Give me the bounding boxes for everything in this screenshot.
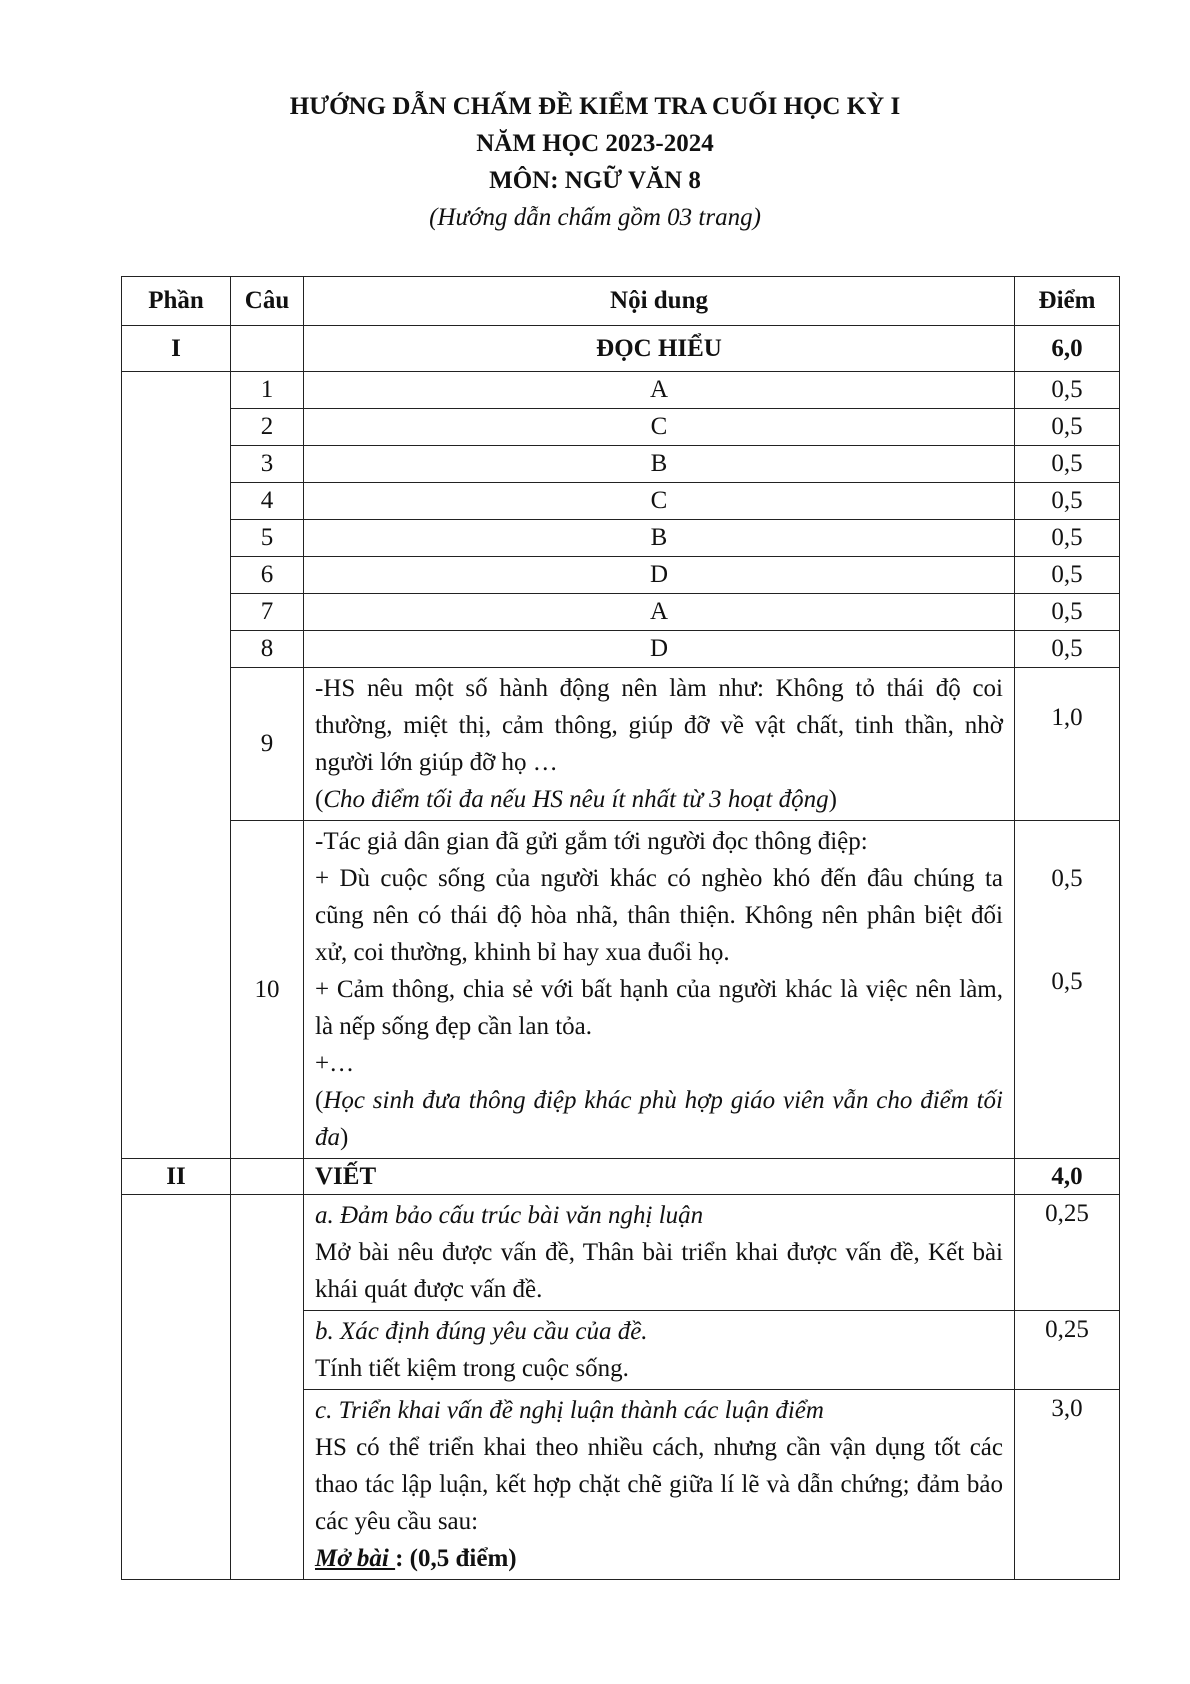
wa-text: Mở bài nêu được vấn đề, Thân bài triển khai được vấn đề, Kết bài khái quát được vấn đề.	[315, 1239, 1003, 1303]
wc-title: c. Triển khai vấn đề nghị luận thành các luận điểm	[315, 1397, 824, 1424]
section-title: ĐỌC HIỂU	[304, 326, 1015, 372]
q10-point-3: +…	[315, 1050, 355, 1077]
question-number: 6	[231, 557, 304, 594]
grading-table	[121, 276, 1120, 1580]
section-score: 4,0	[1015, 1159, 1120, 1195]
q10-note-text: Học sinh đưa thông điệp khác phù hợp giáo viên vẫn cho điểm tối đa	[315, 1087, 1003, 1151]
section-part: II	[122, 1159, 231, 1195]
score: 0,5	[1015, 594, 1120, 631]
answer: C	[304, 409, 1015, 446]
q10-score-1: 0,5	[1051, 865, 1083, 892]
answer: C	[304, 483, 1015, 520]
wa-content	[304, 1195, 1015, 1311]
score: 0,25	[1015, 1311, 1120, 1390]
col-header-part: Phần	[122, 277, 231, 326]
q10-score-2: 0,5	[1051, 968, 1083, 995]
mo-bai-label: Mở bài	[315, 1545, 396, 1572]
question-number: 5	[231, 520, 304, 557]
q9-score: 1,0	[1051, 704, 1083, 731]
answer: A	[304, 372, 1015, 409]
section-row-reading	[122, 326, 1120, 372]
section-score: 6,0	[1015, 326, 1120, 372]
paren-close: )	[828, 786, 837, 813]
table-row-q10	[122, 821, 1120, 1159]
paren-open: (	[315, 786, 324, 813]
q9-text: -HS nêu một số hành động nên làm như: Không tỏ thái độ coi thường, miệt thị, cảm thông, giúp đỡ về vật chất, tinh thần, nhờ người lớn giúp đỡ họ …	[315, 675, 1003, 776]
part-cell-empty	[122, 1195, 231, 1580]
col-header-score: Điểm	[1015, 277, 1120, 326]
mo-bai-score: : (0,5 điểm)	[395, 1545, 517, 1572]
paren-open: (	[315, 1087, 324, 1114]
q9-content	[304, 668, 1015, 821]
table-row	[122, 594, 1120, 631]
answer: B	[304, 446, 1015, 483]
wc-content	[304, 1390, 1015, 1580]
col-header-question: Câu	[231, 277, 304, 326]
table-header-row	[122, 277, 1120, 326]
section-part: I	[122, 326, 231, 372]
score: 3,0	[1015, 1390, 1120, 1580]
score: 0,5	[1015, 483, 1120, 520]
wb-title: b. Xác định đúng yêu cầu của đề.	[315, 1318, 648, 1345]
table-row-wa	[122, 1195, 1120, 1311]
question-number: 9	[231, 668, 304, 821]
q9-note	[315, 781, 1003, 818]
table-row	[122, 557, 1120, 594]
wa-title: a. Đảm bảo cấu trúc bài văn nghị luận	[315, 1202, 704, 1229]
wb-text: Tính tiết kiệm trong cuộc sống.	[315, 1355, 629, 1382]
table-row	[122, 520, 1120, 557]
score: 0,5	[1015, 557, 1120, 594]
table-row-q9	[122, 668, 1120, 821]
question-number: 7	[231, 594, 304, 631]
school-year: NĂM HỌC 2023-2024	[476, 130, 714, 157]
question-number: 3	[231, 446, 304, 483]
table-row	[122, 446, 1120, 483]
question-number: 8	[231, 631, 304, 668]
mo-bai-line	[315, 1540, 1003, 1577]
q9-note-text: Cho điểm tối đa nếu HS nêu ít nhất từ 3 hoạt động	[323, 786, 829, 813]
table-row	[122, 483, 1120, 520]
score: 0,5	[1015, 520, 1120, 557]
question-number: 4	[231, 483, 304, 520]
section-title: VIẾT	[304, 1159, 1015, 1195]
q10-note	[315, 1082, 1003, 1156]
answer: B	[304, 520, 1015, 557]
wc-text: HS có thể triển khai theo nhiều cách, nhưng cần vận dụng tốt các thao tác lập luận, kết hợp chặt chẽ giữa lí lẽ và dẫn chứng; đảm bảo các yêu cầu sau:	[315, 1434, 1003, 1535]
q10-intro: -Tác giả dân gian đã gửi gắm tới người đọc thông điệp:	[315, 828, 868, 855]
wb-content	[304, 1311, 1015, 1390]
question-number: 2	[231, 409, 304, 446]
q10-point-1: + Dù cuộc sống của người khác có nghèo khó đến đâu chúng ta cũng nên có thái độ hòa nhã, thân thiện. Không nên phân biệt đối xử, coi thường, khinh bỉ hay xua đuổi họ.	[315, 865, 1003, 966]
score: 0,25	[1015, 1195, 1120, 1311]
document-title: HƯỚNG DẪN CHẤM ĐỀ KIỂM TRA CUỐI HỌC KỲ I	[289, 93, 901, 120]
score: 0,5	[1015, 409, 1120, 446]
part-cell-empty	[122, 372, 231, 1159]
paren-close: )	[340, 1124, 349, 1151]
col-header-content: Nội dung	[304, 277, 1015, 326]
score: 0,5	[1015, 446, 1120, 483]
question-number: 1	[231, 372, 304, 409]
section-row-writing	[122, 1159, 1120, 1195]
answer: D	[304, 631, 1015, 668]
score	[1015, 821, 1120, 1159]
subject: MÔN: NGỮ VĂN 8	[489, 167, 701, 194]
table-row	[122, 372, 1120, 409]
document-header	[0, 88, 1190, 236]
q10-point-2: + Cảm thông, chia sẻ với bất hạnh của người khác là việc nên làm, là nếp sống đẹp cần lan tỏa.	[315, 976, 1003, 1040]
answer: A	[304, 594, 1015, 631]
q10-content	[304, 821, 1015, 1159]
answer: D	[304, 557, 1015, 594]
table-row	[122, 631, 1120, 668]
table-row	[122, 409, 1120, 446]
page-count-note: (Hướng dẫn chấm gồm 03 trang)	[429, 204, 761, 231]
score: 0,5	[1015, 631, 1120, 668]
score	[1015, 668, 1120, 821]
question-number: 10	[231, 821, 304, 1159]
question-cell-empty	[231, 1195, 304, 1580]
score: 0,5	[1015, 372, 1120, 409]
